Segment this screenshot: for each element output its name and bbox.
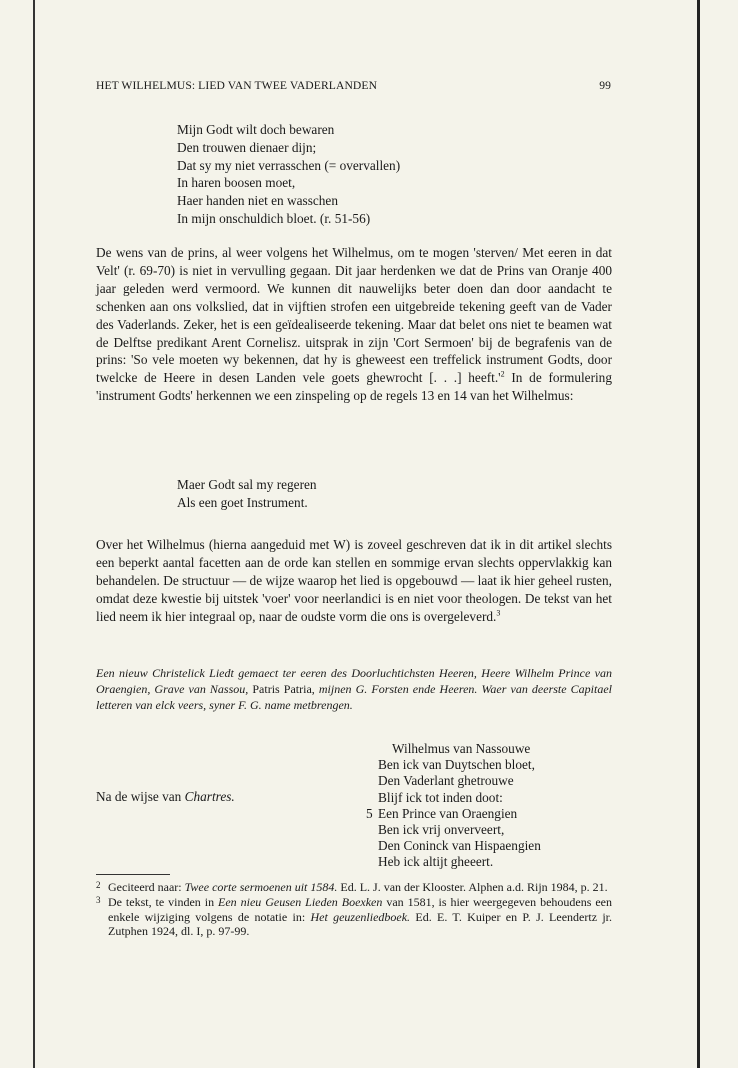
song-line: Wilhelmus van Nassouwe: [392, 741, 531, 756]
song-line: Den Vaderlant ghetrouwe: [378, 773, 514, 789]
melody-note: [96, 789, 235, 805]
paragraph-1: [96, 244, 612, 405]
page-edge-left: [33, 0, 35, 1068]
footnote-mark: 2: [96, 880, 101, 890]
song-line: Ben ick vrij onverveert,: [378, 822, 505, 838]
song-line: Blijf ick tot inden doot:: [378, 789, 503, 805]
line-number: 5: [366, 805, 373, 821]
song-caption: [96, 666, 612, 713]
melody-prefix: Na de wijse van: [96, 789, 185, 804]
footnote-ref[interactable]: 3: [496, 608, 501, 618]
verse-line: Maer Godt sal my regeren: [177, 477, 317, 492]
caption-italic: Een nieuw Christelick Liedt gemaect ter eeren des Doorluchtichsten Heeren, Heere Wilhelm Prince van Oraengien, Grave van Nassou,: [96, 666, 612, 696]
song-line: Heb ick altijt gheeert.: [378, 854, 494, 870]
footnote-text-middle: van 1581, is hier weergegeven behoudens een enkele wijziging volgens de notatie in:: [108, 895, 612, 924]
running-title: HET WILHELMUS: LIED VAN TWEE VADERLANDEN: [96, 79, 378, 92]
caption-roman: Patris Patria,: [248, 681, 319, 696]
verse-quote-1: [177, 121, 400, 228]
verse-line: Mijn Godt wilt doch bewaren: [177, 122, 335, 137]
melody-tune: Chartres.: [184, 789, 235, 804]
footnote-ref[interactable]: 2: [500, 369, 505, 379]
footnote-text-end: Ed. E. T. Kuiper en P. J. Leendertz jr. Zutphen 1924, dl. I, p. 97-99.: [108, 909, 612, 938]
footnote-title: Een nieu Geusen Lieden Boexken: [218, 895, 383, 910]
verse-line: In mijn onschuldich bloet. (r. 51-56): [177, 210, 371, 226]
page-edge-right: [697, 0, 700, 1068]
song-line: Ben ick van Duytschen bloet,: [378, 757, 535, 773]
verse-line: Haer handen niet en wasschen: [177, 193, 338, 209]
footnote-divider: [96, 874, 170, 875]
footnote-title: Twee corte sermoenen uit 1584.: [184, 880, 338, 894]
paragraph-text: De wens van de prins, al weer volgens het Wilhelmus, om te mogen 'sterven/ Met eeren in dat Velt' (r. 69-70) is niet in vervulling gegaan. Dit jaar herdenken we dat de Prins van Oranje 400 jaar geleden werd vermoord. We kunnen dit nauwelijks beter doen dan door aandacht te schenken aan ons volkslied, dat in vijftien strofen een uitgebreide tekening geeft van de Vader des Vaderlands. Zeker, het is een geïdealiseerde tekening. Maar dat belet ons niet te beamen wat de Delftse predikant Arent Cornelisz. uitsprak in zijn 'Cort Sermoen' bij de begrafenis van de prins: 'So vele moeten wy bekennen, dat hy is gheweest een treffelick instrument Godts, door twelcke de Heere in desen Landen vele goets ghewrocht [. . .] heeft.': [96, 245, 612, 386]
paragraph-text: Over het Wilhelmus (hierna aangeduid met W) is zoveel geschreven dat ik in dit artikel slechts een beperkt aantal facetten aan de orde kan stellen en sommige ervan slechts oppervlakkig kan behandelen. De structuur — de wijze waarop het lied is opgebouwd — laat ik hier geheel rusten, omdat deze kwestie bij uitstek 'voer' voor neerlandici is en niet voor theologen. De tekst van het lied neem ik hier integraal op, naar de oudste vorm die ons is overgeleverd.: [96, 537, 612, 624]
footnote-3: [96, 895, 612, 938]
verse-line: In haren boosen moet,: [177, 175, 296, 191]
footnote-title-2: Het geuzenliedboek.: [310, 909, 411, 924]
paragraph-2: [96, 536, 612, 626]
page-number: 99: [599, 79, 611, 92]
footnotes: [96, 880, 612, 938]
caption-italic-2: mijnen G. Forsten ende Heeren. Waer van deerste Capitael letteren van elck veers, syner F. G. name metbrengen.: [96, 681, 612, 712]
footnote-text-end: Ed. L. J. van der Klooster. Alphen a.d. Rijn 1984, p. 21.: [337, 880, 608, 894]
verse-line: Als een goet Instrument.: [177, 494, 308, 510]
song-stanza: [366, 741, 541, 871]
footnote-2: [96, 880, 612, 894]
verse-line: Den trouwen dienaer dijn;: [177, 139, 317, 155]
paragraph-text-continued: In de formulering 'instrument Godts' herkennen we een zinspeling op de regels 13 en 14 van het Wilhelmus:: [96, 370, 612, 404]
footnote-mark: 3: [96, 895, 101, 906]
footnote-text: Geciteerd naar:: [108, 880, 185, 894]
song-line-numbered: [366, 806, 541, 822]
verse-line: Dat sy my niet verrasschen (= overvallen): [177, 157, 401, 173]
verse-quote-2: [177, 476, 317, 512]
song-line-text: Een Prince van Oraengien: [378, 805, 518, 821]
song-line: Den Coninck van Hispaengien: [378, 838, 541, 854]
footnote-text: De tekst, te vinden in: [108, 895, 219, 910]
